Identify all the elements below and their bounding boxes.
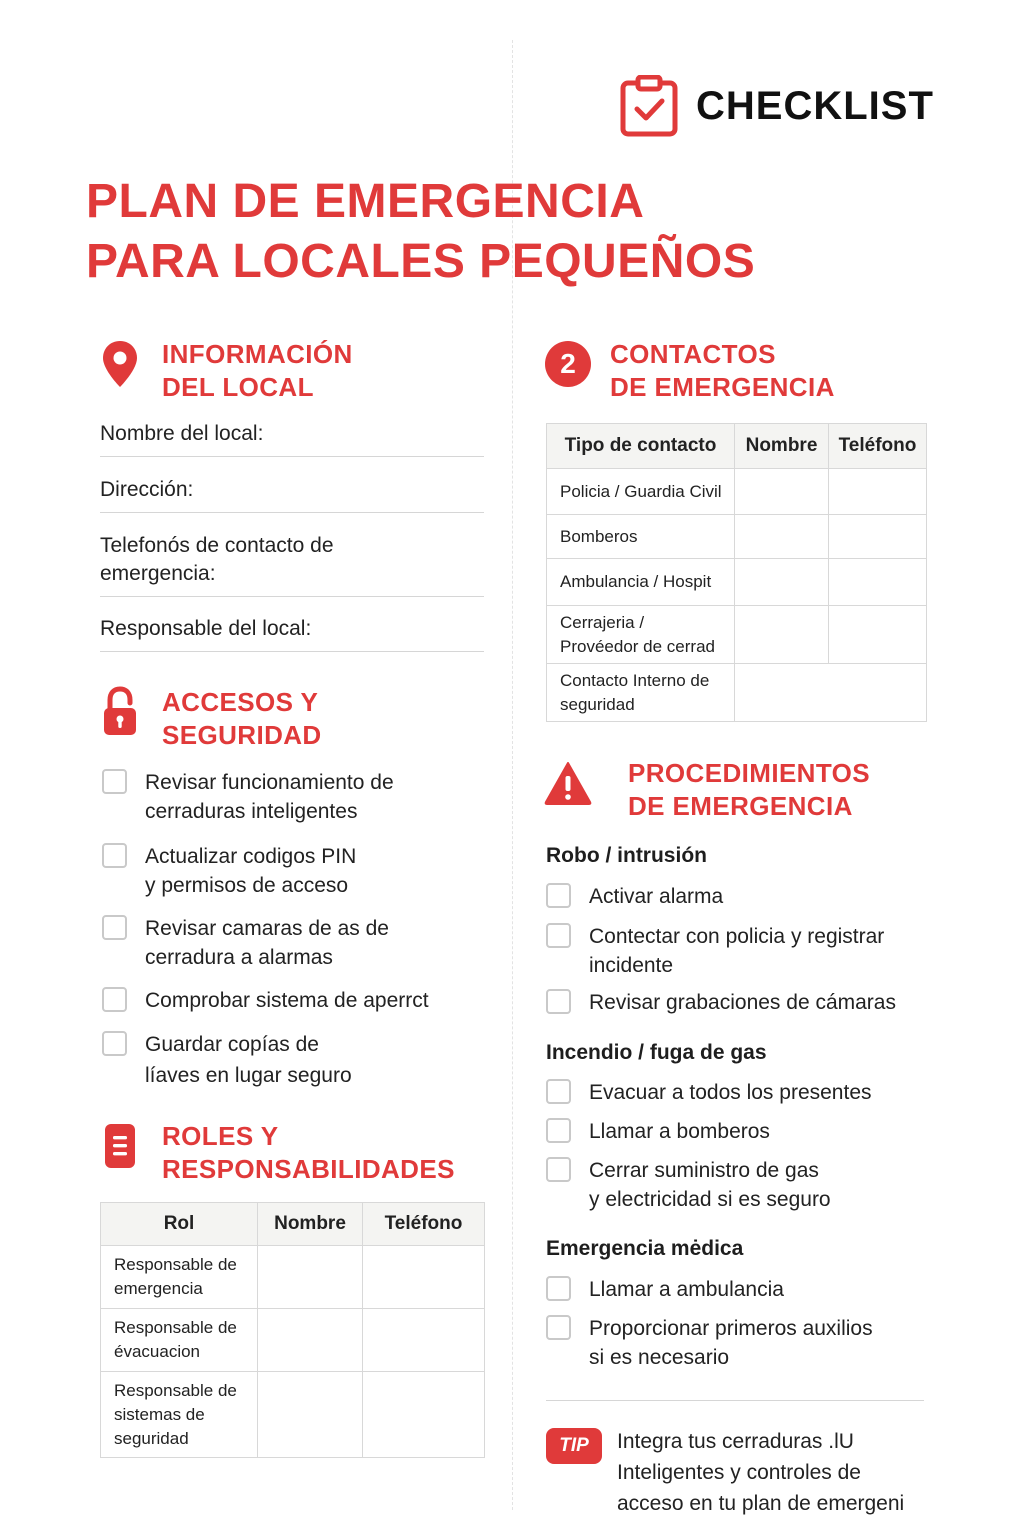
section-contacts-header [544, 338, 835, 404]
section-contacts-title-1: CONTACTOS [610, 339, 776, 369]
document-list-icon [102, 1121, 138, 1171]
roles-table [100, 1202, 485, 1458]
column-header: Nombre [258, 1203, 363, 1246]
section-roles-header [100, 1120, 455, 1186]
warning-icon [544, 760, 592, 806]
location-pin-icon [101, 339, 139, 389]
section-roles-title-2: RESPONSABILIDADES [162, 1154, 455, 1184]
procedure-item: Llamar a ambulancia [546, 1275, 784, 1304]
table-row [101, 1309, 485, 1372]
padlock-icon [102, 686, 138, 738]
tip-divider [546, 1400, 924, 1401]
procedure-group-title: Incendio / fuga de gas [546, 1041, 767, 1064]
access-item-1: Revisar funcionamiento de cerraduras inteligentes [102, 768, 394, 826]
table-row [547, 606, 927, 664]
table-cell[interactable] [363, 1309, 485, 1372]
brand [620, 74, 934, 138]
contacts-table-header [547, 424, 927, 469]
procedure-item: Activar alarma [546, 882, 723, 911]
brand-label: CHECKLIST [696, 83, 934, 128]
checkbox[interactable] [102, 843, 127, 868]
tip-badge: TIP [546, 1428, 602, 1464]
table-cell[interactable] [735, 469, 829, 515]
contacts-table [546, 423, 927, 722]
table-cell: Responsable de sistemas de seguridad [101, 1372, 258, 1458]
checkbox[interactable] [546, 1157, 571, 1182]
checkbox[interactable] [546, 989, 571, 1014]
column-header: Rol [101, 1203, 258, 1246]
checkbox[interactable] [102, 1031, 127, 1056]
procedure-item: Revisar grabaciones de cámaras [546, 988, 896, 1017]
number-badge [545, 341, 591, 387]
table-cell[interactable] [258, 1372, 363, 1458]
section-info-title-1: INFORMACIÓN [162, 339, 353, 369]
column-header: Teléfono [363, 1203, 485, 1246]
section-access-header [100, 686, 322, 752]
access-item-5: Guardar copías de líaves en lugar seguro [102, 1030, 352, 1090]
procedure-item: Contectar con policia y registrar incidente [546, 922, 884, 980]
access-item-3: Revisar camaras de as de cerradura a alarmas [102, 914, 389, 972]
table-cell: Bomberos [547, 515, 735, 559]
checkbox[interactable] [546, 1315, 571, 1340]
tip-text: Integra tus cerraduras .lU Inteligentes y controles de acceso en tu plan de emergeni [617, 1430, 905, 1515]
section-roles-title-1: ROLES Y [162, 1121, 279, 1151]
checkbox[interactable] [546, 883, 571, 908]
section-procedures-header [544, 757, 870, 823]
clipboard-check-icon [620, 75, 678, 137]
table-row [547, 664, 927, 722]
checkbox[interactable] [546, 1276, 571, 1301]
procedure-item: Llamar a bomberos [546, 1117, 770, 1146]
table-cell: Contacto Interno de seguridad [547, 664, 735, 722]
field-manager[interactable]: Responsable del local: [100, 615, 484, 652]
table-cell[interactable] [829, 515, 927, 559]
page-title-line1: PLAN DE EMERGENCIA [86, 175, 645, 228]
procedure-item: Proporcionar primeros auxilios si es necesario [546, 1314, 873, 1372]
table-cell[interactable] [735, 606, 829, 664]
column-header: Teléfono [829, 424, 927, 469]
field-local-name[interactable]: Nombre del local: [100, 420, 484, 457]
section-procedures-title-1: PROCEDIMIENTOS [628, 758, 871, 788]
table-row [547, 515, 927, 559]
field-address[interactable]: Dirección: [100, 476, 484, 513]
table-cell[interactable] [829, 559, 927, 606]
procedure-item: Evacuar a todos los presentes [546, 1078, 872, 1107]
page-title-line2: PARA LOCALES PEQUEÑOS [86, 235, 756, 288]
table-cell[interactable] [735, 515, 829, 559]
section-access-title-1: ACCESOS Y [162, 687, 319, 717]
section-info-header [100, 338, 353, 404]
checkbox[interactable] [102, 915, 127, 940]
table-cell: Responsable de emergencia [101, 1246, 258, 1309]
table-cell: Cerrajeria / Provéedor de cerrad [547, 606, 735, 664]
table-cell: Responsable de évacuacion [101, 1309, 258, 1372]
table-cell[interactable] [829, 606, 927, 664]
table-cell[interactable] [258, 1246, 363, 1309]
table-cell[interactable] [829, 469, 927, 515]
procedure-group-title: Emergencia mėdica [546, 1237, 744, 1260]
checkbox[interactable] [102, 987, 127, 1012]
field-emergency-phones-label: Telefonós de contacto de emergencia: [100, 534, 334, 585]
table-cell[interactable] [735, 559, 829, 606]
section-access-title-2: SEGURIDAD [162, 720, 322, 750]
section-info-title-2: DEL LOCAL [162, 372, 314, 402]
section-contacts-title-2: DE EMERGENCIA [610, 372, 835, 402]
table-row [547, 559, 927, 606]
checkbox[interactable] [546, 1079, 571, 1104]
checkbox[interactable] [546, 1118, 571, 1143]
table-row [101, 1246, 485, 1309]
field-emergency-phones[interactable] [100, 532, 484, 597]
table-cell: Policia / Guardia Civil [547, 469, 735, 515]
table-cell[interactable] [735, 664, 927, 722]
page-title [86, 172, 846, 292]
checkbox[interactable] [102, 769, 127, 794]
table-row [547, 469, 927, 515]
access-item-4: Comprobar sistema de aperrct [102, 986, 429, 1015]
table-row [101, 1372, 485, 1458]
column-header: Nombre [735, 424, 829, 469]
column-header: Tipo de contacto [547, 424, 735, 469]
access-item-2: Actualizar codigos PIN y permisos de acceso [102, 842, 356, 900]
procedure-item: Cerrar suministro de gas y electricidad si es seguro [546, 1156, 831, 1214]
checkbox[interactable] [546, 923, 571, 948]
procedure-group-title: Robo / intrusión [546, 844, 707, 867]
section-procedures-title-2: DE EMERGENCIA [628, 791, 853, 821]
table-cell: Ambulancia / Hospit [547, 559, 735, 606]
roles-table-header [101, 1203, 485, 1246]
table-cell[interactable] [258, 1309, 363, 1372]
table-cell[interactable] [363, 1246, 485, 1309]
table-cell[interactable] [363, 1372, 485, 1458]
number-badge-label: 2 [560, 348, 576, 379]
